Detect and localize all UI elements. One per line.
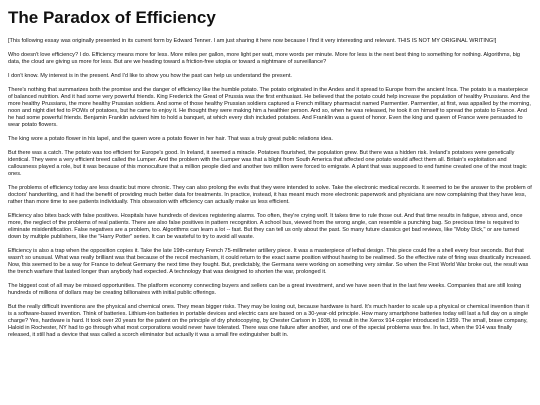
paragraph-ireland: But there was a catch. The potato was too efficient for Europe's good. In Ireland, it seemed a miracle. Potatoes flourished, the population grew. But there was a hidden risk. Ireland's potatoes were genetically identical. They were a very efficient breed called the Lumper. And the problem with the Lumper was that a blight from South America that affected one potato would affect them all. Britain's exploitation and callousness played a role, but it was because of this monoculture that a million people died and another two million were forced to emigrate. A plant that was supposed to end famine created one of the most tragic ones. — [8, 150, 527, 177]
paragraph-potato-history: There's nothing that summarizes both the promise and the danger of efficiency like the humble potato. The potato originated in the Andes and it spread to Europe from the ancient Inca. The potato is a masterpiece of balanced nutrition. And it had some very powerful friends. King Frederick the Great of Prussia was the first enthusiast. He believed that the potato could help increase the population of healthy Prussians. And the more healthy Prussians, the more healthy Prussian soldiers. And some of those healthy Prussian soldiers captured a French military pharmacist named Parmentier. Parmentier, at first, was appalled by the morning, noon and night diet fed to POWs of potatoes, but he came to enjoy it. He thought they were making him a healthier person. And so, when he was released, he took it on himself to spread the potato to France. And he had some powerful friends. Benjamin Franklin advised him to hold a banquet, at which every dish included potatoes. And Franklin was a guest of honor. Even the king and queen of France were persuaded to wear potato flowers. — [8, 87, 531, 128]
paragraph-medical-records: The problems of efficiency today are less drastic but more chronic. They can also prolong the evils that they were intended to solve. Take the electronic medical records. It seemed to be the answer to the problem of doctors' handwriting, and it had the benefit of providing much better data for treatments. In practice, instead, it has meant much more electronic paperwork and physicians are now complaining that they have less, rather than more time to see patients individually. This obsession with efficiency can actually make us less efficient. — [8, 185, 532, 205]
page-title: The Paradox of Efficiency — [8, 8, 216, 27]
paragraph-hardware: But the really difficult inventions are the physical and chemical ones. They mean bigger risks. They may be losing out, because hardware is hard. It's much harder to scale up a physical or chemical invention than it is a software-based invention. Think of batteries. Lithium-ion batteries in portable devices and electric cars are based on a 30-year-old principle. How many smartphone batteries today will last a full day on a single charge? Yes, hardware is hard. It took over 20 years for the patent on the principle of dry photocopying, by Chester Carlson in 1938, to result in the Xerox 914 copier introduced in 1959. The small, brave company, Haloid in Rochester, NY had to go through what most corporations would never have tolerated. There was one failure after another, and one of the special problems was fire. In fact, when the 914 was finally released, it still had a device that was called a scorch eliminator but actually it was a small fire extinguisher built in. — [8, 304, 530, 338]
essay-body — [8, 38, 532, 339]
paragraph-disclaimer: [This following essay was originally presented in its current form by Edward Tenner. I am just sharing it here now because I find it very interesting and relevant. THIS IS NOT MY ORIGINAL WRITING!] — [8, 38, 497, 44]
paragraph-artillery: Efficiency is also a trap when the opposition copies it. Take the late 19th-century French 75-millimeter artillery piece. It was a masterpiece of lethal design. This piece could fire a shell every four seconds. But that wasn't so unusual. What was really brilliant was that because of the recoil mechanism, it could return to the exact same position without having to be realimed. So the effective rate of firing was drastically increased. Now, this seemed to be a way for France to defeat Germany the next time they fought. But, predictably, the Germans were working on something very similar. So when the First World War broke out, the result was the trench warfare that lasted longer than anybody had expected. A technology that was designed to shorten the war, prolonged it. — [8, 248, 532, 275]
paragraph-missed-opportunities: The biggest cost of all may be missed opportunities. The platform economy connecting buyers and sellers can be a great investment, and we have seen that in the last few weeks. Companies that are still losing hundreds of millions of dollars may be creating billionaires with initial public offerings. — [8, 283, 522, 296]
paragraph-potato-flower: The king wore a potato flower in his lapel, and the queen wore a potato flower in her hair. That was a truly great public relations idea. — [8, 136, 333, 142]
paragraph-interest: I don't know. My interest is in the present. And I'd like to show you how the past can help us understand the present. — [8, 73, 292, 79]
paragraph-false-positives: Efficiency also bites back with false positives. Hospitals have hundreds of devices registering alarms. Too often, they're crying wolf. It takes time to rule those out. And that time results in fatigue, stress and, once more, the neglect of the problems of real patients. There are also false positives in pattern recognition. A school bus, viewed from the wrong angle, can resemble a punching bag. So precious time is required to eliminate misidentification. False negatives are a problem, too. Algorithms can learn a lot -- fast. But they can tell us only about the past. So many future classics get bad reviews, like "Moby Dick," or are turned down by multiple publishers, like the "Harry Potter" series. It can be wasteful to try to avoid all waste. — [8, 213, 523, 240]
paragraph-intro: Who doesn't love efficiency? I do. Efficiency means more for less. More miles per gallon, more light per watt, more words per minute. More for less is the next best thing to something for nothing. Algorithms, big data, the cloud are giving us more for less. But are we heading toward a friction-free utopia or toward a nightmare of surveillance? — [8, 52, 521, 65]
